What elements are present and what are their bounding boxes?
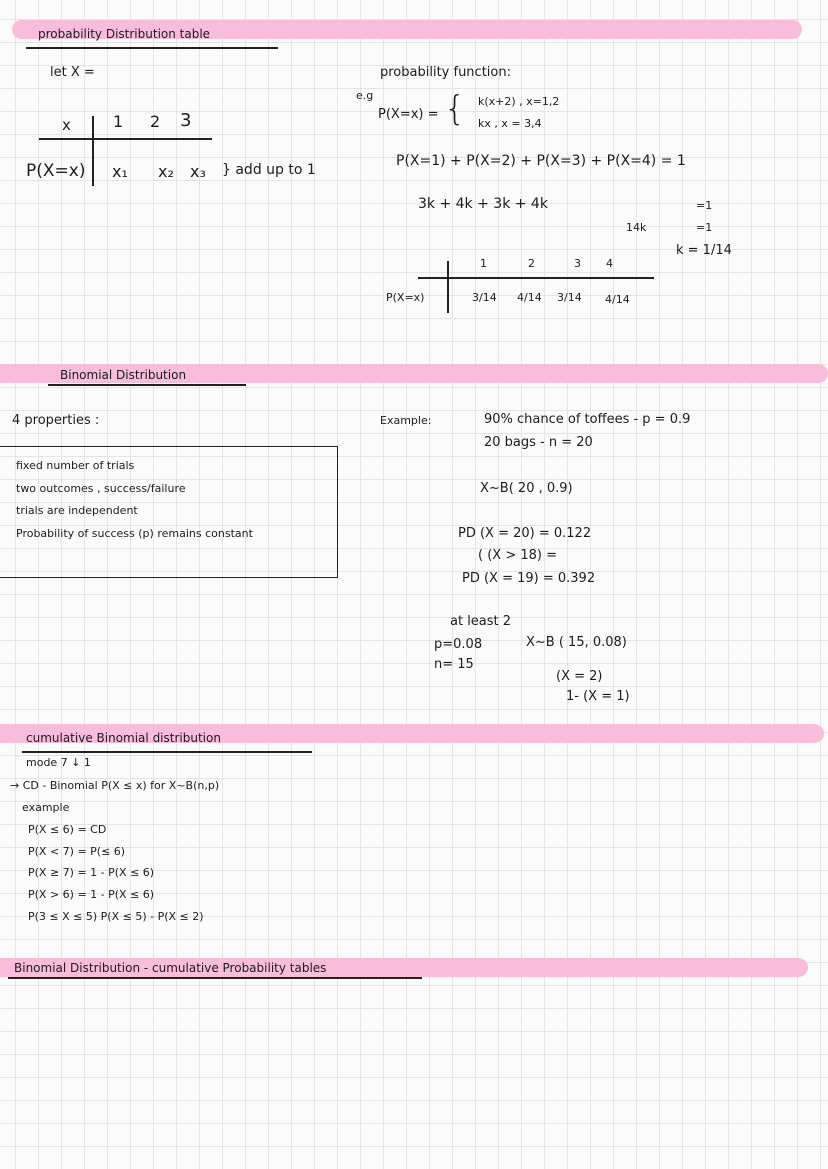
property-4: Probability of success (p) remains constant: [16, 527, 253, 540]
eg-label: e.g: [356, 89, 374, 102]
brace-note: } add up to 1: [222, 162, 316, 178]
example-line-2: 20 bags - n = 20: [484, 435, 593, 450]
pd-line-3: PD (X = 19) = 0.392: [462, 571, 596, 586]
section-title-binomial: Binomial Distribution: [60, 368, 187, 382]
table-rule: [39, 138, 212, 140]
section-title-tables: Binomial Distribution - cumulative Probability tables: [14, 961, 327, 975]
example-heading: example: [22, 801, 70, 814]
let-x: let X =: [50, 65, 95, 80]
pf-sum: P(X=1) + P(X=2) + P(X=3) + P(X=4) = 1: [396, 153, 686, 169]
complement: 1- (X = 1): [566, 689, 630, 704]
pf-cell-2: 4/14: [517, 291, 542, 304]
cumulative-line: P(3 ≤ X ≤ 5) P(X ≤ 5) - P(X ≤ 2): [28, 910, 204, 923]
pf-header-2: 2: [528, 257, 535, 270]
underline: [22, 751, 312, 753]
x-eq-2: (X = 2): [556, 669, 603, 684]
pf-k: k = 1/14: [676, 243, 732, 258]
props-title: 4 properties :: [12, 413, 100, 428]
pd-line-1: PD (X = 20) = 0.122: [458, 526, 592, 541]
table-divider: [92, 116, 94, 186]
pf-expand: 3k + 4k + 3k + 4k: [418, 196, 548, 212]
table-header-3: 3: [180, 110, 192, 131]
n-value: n= 15: [434, 657, 474, 672]
underline: [8, 977, 422, 979]
pf-cell-3: 3/14: [557, 291, 582, 304]
pf-header-1: 1: [480, 257, 487, 270]
pf-table-divider: [447, 261, 449, 313]
cumulative-line: P(X < 7) = P(≤ 6): [28, 845, 126, 858]
pf-header-4: 4: [606, 257, 613, 270]
cumulative-line: P(X ≤ 6) = CD: [28, 823, 107, 836]
pf-case-1: k(x+2) , x=1,2: [478, 95, 560, 108]
example-dist: X~B( 20 , 0.9): [480, 481, 573, 496]
pf-case-2: kx , x = 3,4: [478, 117, 542, 130]
pf-total: 14k: [626, 221, 647, 234]
cumulative-line: P(X ≥ 7) = 1 - P(X ≤ 6): [28, 866, 155, 879]
brace: {: [444, 89, 466, 129]
pf-header-3: 3: [574, 257, 581, 270]
mode-instruction: mode 7 ↓ 1: [26, 756, 91, 769]
pd-line-2: ( (X > 18) =: [478, 548, 557, 563]
underline: [26, 47, 278, 49]
property-3: trials are independent: [16, 504, 138, 517]
pf-eq2: =1: [696, 221, 713, 234]
section-title-cumulative: cumulative Binomial distribution: [26, 731, 221, 745]
table-cell-1: x₁: [112, 162, 128, 181]
property-1: fixed number of trials: [16, 459, 135, 472]
table-header-label: x: [62, 116, 71, 134]
p-value: p=0.08: [434, 637, 483, 652]
section-title-pdt: probability Distribution table: [38, 27, 211, 41]
pf-row-label: P(X=x): [386, 291, 425, 304]
example-line-1: 90% chance of toffees - p = 0.9: [484, 412, 691, 427]
table-header-1: 1: [113, 112, 124, 131]
table-row-label: P(X=x): [26, 161, 86, 181]
dist-2: X~B ( 15, 0.08): [526, 635, 627, 650]
cd-binomial: → CD - Binomial P(X ≤ x) for X~B(n,p): [10, 779, 220, 792]
example-label: Example:: [380, 414, 432, 427]
pf-cell-1: 3/14: [472, 291, 497, 304]
pf-lhs: P(X=x) =: [378, 107, 439, 122]
pf-title: probability function:: [380, 65, 511, 80]
property-2: two outcomes , success/failure: [16, 482, 186, 495]
pf-cell-4: 4/14: [605, 293, 630, 306]
table-header-2: 2: [150, 112, 161, 131]
cumulative-line: P(X > 6) = 1 - P(X ≤ 6): [28, 888, 155, 901]
table-cell-3: x₃: [190, 162, 206, 181]
at-least: at least 2: [450, 614, 512, 629]
table-cell-2: x₂: [158, 162, 174, 181]
underline: [48, 384, 246, 386]
pf-eq1: =1: [696, 199, 713, 212]
pf-table-rule: [418, 277, 654, 279]
